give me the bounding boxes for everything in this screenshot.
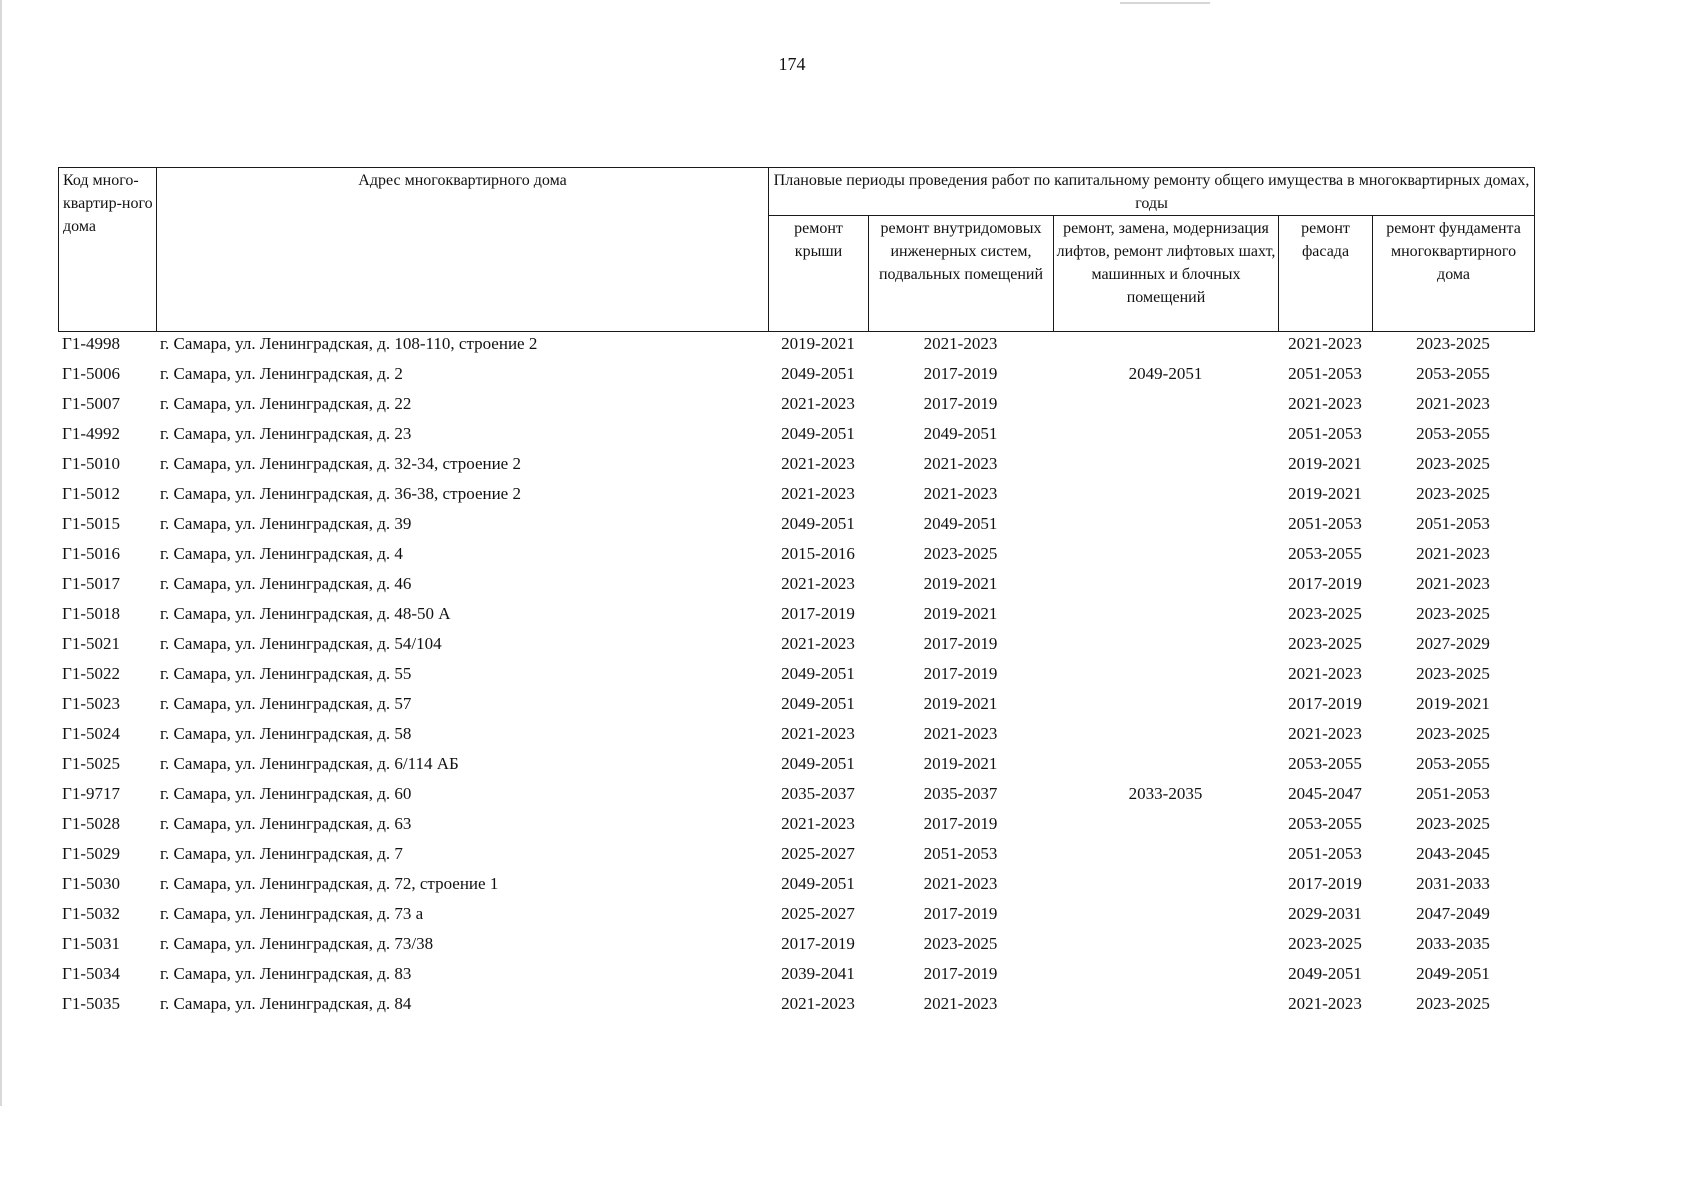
- table-row: [58, 569, 1534, 599]
- cell-foundation: 2023-2025: [1416, 334, 1490, 353]
- cell-elevators: [1053, 539, 1278, 569]
- cell-address: г. Самара, ул. Ленинградская, д. 46: [160, 574, 412, 593]
- cell-foundation: 2053-2055: [1416, 364, 1490, 383]
- cell-facade: 2053-2055: [1288, 814, 1362, 833]
- cell-facade: 2053-2055: [1288, 544, 1362, 563]
- cell-facade: 2021-2023: [1288, 334, 1362, 353]
- cell-facade: 2045-2047: [1288, 784, 1362, 803]
- cell-address: г. Самара, ул. Ленинградская, д. 23: [160, 424, 412, 443]
- cell-code: Г1-5032: [62, 904, 120, 923]
- cell-facade: 2023-2025: [1288, 934, 1362, 953]
- cell-code: Г1-5029: [62, 844, 120, 863]
- cell-engineering: 2021-2023: [923, 484, 998, 503]
- cell-code: Г1-5030: [62, 874, 120, 893]
- cell-elevators: 2049-2051: [1128, 364, 1203, 383]
- cell-code: Г1-9717: [62, 784, 120, 803]
- cell-elevators: [1053, 629, 1278, 659]
- cell-facade: 2021-2023: [1288, 394, 1362, 413]
- cell-address: г. Самара, ул. Ленинградская, д. 60: [160, 784, 412, 803]
- header-code: Код много-квартир-ного дома: [59, 168, 157, 332]
- cell-address: г. Самара, ул. Ленинградская, д. 7: [160, 844, 403, 863]
- cell-code: Г1-5012: [62, 484, 120, 503]
- cell-foundation: 2019-2021: [1416, 694, 1490, 713]
- cell-foundation: 2023-2025: [1416, 604, 1490, 623]
- table-row: [58, 899, 1534, 929]
- cell-foundation: 2053-2055: [1416, 424, 1490, 443]
- cell-code: Г1-5035: [62, 994, 120, 1013]
- cell-code: Г1-5022: [62, 664, 120, 683]
- cell-facade: 2017-2019: [1288, 574, 1362, 593]
- header-planned-periods: Плановые периоды проведения работ по капитальному ремонту общего имущества в многоквартирных домах, годы: [769, 168, 1535, 216]
- cell-roof: 2039-2041: [781, 964, 855, 983]
- cell-facade: 2019-2021: [1288, 484, 1362, 503]
- cell-roof: 2035-2037: [781, 784, 855, 803]
- cell-foundation: 2043-2045: [1416, 844, 1490, 863]
- table-row: [58, 869, 1534, 899]
- cell-roof: 2049-2051: [781, 874, 855, 893]
- cell-facade: 2017-2019: [1288, 694, 1362, 713]
- cell-address: г. Самара, ул. Ленинградская, д. 73/38: [160, 934, 434, 953]
- cell-roof: 2049-2051: [781, 694, 855, 713]
- cell-code: Г1-5034: [62, 964, 120, 983]
- cell-roof: 2019-2021: [781, 334, 855, 353]
- cell-code: Г1-5025: [62, 754, 120, 773]
- cell-engineering: 2017-2019: [923, 664, 998, 683]
- cell-address: г. Самара, ул. Ленинградская, д. 48-50 А: [160, 604, 451, 623]
- cell-engineering: 2017-2019: [923, 394, 998, 413]
- table-row: [58, 329, 1534, 359]
- cell-roof: 2049-2051: [781, 424, 855, 443]
- cell-foundation: 2023-2025: [1416, 664, 1490, 683]
- cell-elevators: [1053, 869, 1278, 899]
- scan-left-edge: [0, 0, 2, 1106]
- cell-engineering: 2021-2023: [923, 334, 998, 353]
- cell-elevators: 2033-2035: [1128, 784, 1203, 803]
- cell-address: г. Самара, ул. Ленинградская, д. 58: [160, 724, 412, 743]
- header-address: Адрес многоквартирного дома: [157, 168, 769, 332]
- cell-code: Г1-5016: [62, 544, 120, 563]
- cell-code: Г1-5010: [62, 454, 120, 473]
- cell-foundation: 2033-2035: [1416, 934, 1490, 953]
- cell-elevators: [1053, 389, 1278, 419]
- cell-facade: 2029-2031: [1288, 904, 1362, 923]
- cell-engineering: 2017-2019: [923, 904, 998, 923]
- cell-engineering: 2021-2023: [923, 994, 998, 1013]
- cell-address: г. Самара, ул. Ленинградская, д. 4: [160, 544, 403, 563]
- cell-roof: 2015-2016: [781, 544, 855, 563]
- data-table: [58, 329, 1534, 1019]
- cell-foundation: 2023-2025: [1416, 814, 1490, 833]
- table-row: [58, 599, 1534, 629]
- cell-engineering: 2023-2025: [923, 544, 998, 563]
- header-engineering: ремонт внутридомовых инженерных систем, подвальных помещений: [869, 216, 1054, 332]
- cell-address: г. Самара, ул. Ленинградская, д. 55: [160, 664, 412, 683]
- cell-elevators: [1053, 929, 1278, 959]
- header-elevators: ремонт, замена, модернизация лифтов, ремонт лифтовых шахт, машинных и блочных помещений: [1054, 216, 1279, 332]
- cell-code: Г1-5017: [62, 574, 120, 593]
- page-number: 174: [778, 54, 806, 74]
- table-row: [58, 959, 1534, 989]
- header-roof: ремонт крыши: [769, 216, 869, 332]
- cell-foundation: 2021-2023: [1416, 574, 1490, 593]
- table-row: [58, 449, 1534, 479]
- header-foundation: ремонт фундамента многоквартирного дома: [1373, 216, 1535, 332]
- scan-artifact: [1120, 2, 1210, 4]
- cell-foundation: 2021-2023: [1416, 544, 1490, 563]
- table-row: [58, 509, 1534, 539]
- cell-foundation: 2051-2053: [1416, 514, 1490, 533]
- cell-facade: 2021-2023: [1288, 664, 1362, 683]
- cell-elevators: [1053, 719, 1278, 749]
- cell-facade: 2051-2053: [1288, 844, 1362, 863]
- cell-elevators: [1053, 329, 1278, 359]
- cell-engineering: 2017-2019: [923, 634, 998, 653]
- cell-address: г. Самара, ул. Ленинградская, д. 39: [160, 514, 412, 533]
- cell-facade: 2049-2051: [1288, 964, 1362, 983]
- cell-roof: 2049-2051: [781, 754, 855, 773]
- cell-engineering: 2021-2023: [923, 874, 998, 893]
- table-row: [58, 389, 1534, 419]
- cell-roof: 2021-2023: [781, 814, 855, 833]
- cell-foundation: 2023-2025: [1416, 724, 1490, 743]
- cell-address: г. Самара, ул. Ленинградская, д. 73 а: [160, 904, 424, 923]
- cell-engineering: 2035-2037: [923, 784, 998, 803]
- table-row: [58, 359, 1534, 389]
- cell-engineering: 2019-2021: [923, 604, 998, 623]
- cell-facade: 2023-2025: [1288, 604, 1362, 623]
- cell-facade: 2051-2053: [1288, 514, 1362, 533]
- cell-elevators: [1053, 959, 1278, 989]
- cell-code: Г1-4992: [62, 424, 120, 443]
- cell-roof: 2049-2051: [781, 364, 855, 383]
- cell-roof: 2017-2019: [781, 604, 855, 623]
- cell-roof: 2025-2027: [781, 844, 855, 863]
- cell-address: г. Самара, ул. Ленинградская, д. 22: [160, 394, 412, 413]
- table-row: [58, 689, 1534, 719]
- cell-foundation: 2031-2033: [1416, 874, 1490, 893]
- cell-roof: 2025-2027: [781, 904, 855, 923]
- cell-engineering: 2017-2019: [923, 364, 998, 383]
- cell-engineering: 2049-2051: [923, 424, 998, 443]
- cell-engineering: 2019-2021: [923, 694, 998, 713]
- cell-engineering: 2021-2023: [923, 724, 998, 743]
- cell-engineering: 2017-2019: [923, 814, 998, 833]
- table-row: [58, 989, 1534, 1019]
- cell-roof: 2021-2023: [781, 574, 855, 593]
- table-body: [58, 329, 1534, 1019]
- cell-foundation: 2051-2053: [1416, 784, 1490, 803]
- cell-roof: 2021-2023: [781, 634, 855, 653]
- cell-facade: 2051-2053: [1288, 364, 1362, 383]
- cell-engineering: 2019-2021: [923, 754, 998, 773]
- header-facade: ремонт фасада: [1279, 216, 1373, 332]
- cell-address: г. Самара, ул. Ленинградская, д. 57: [160, 694, 412, 713]
- cell-roof: 2021-2023: [781, 394, 855, 413]
- cell-foundation: 2047-2049: [1416, 904, 1490, 923]
- cell-elevators: [1053, 599, 1278, 629]
- cell-foundation: 2021-2023: [1416, 394, 1490, 413]
- cell-address: г. Самара, ул. Ленинградская, д. 63: [160, 814, 412, 833]
- cell-code: Г1-5028: [62, 814, 120, 833]
- cell-elevators: [1053, 419, 1278, 449]
- cell-address: г. Самара, ул. Ленинградская, д. 72, строение 1: [160, 874, 499, 893]
- cell-facade: 2021-2023: [1288, 994, 1362, 1013]
- cell-code: Г1-5007: [62, 394, 120, 413]
- cell-code: Г1-5021: [62, 634, 120, 653]
- cell-foundation: 2023-2025: [1416, 994, 1490, 1013]
- table-row: [58, 839, 1534, 869]
- cell-address: г. Самара, ул. Ленинградская, д. 32-34, строение 2: [160, 454, 521, 473]
- table-row: [58, 749, 1534, 779]
- cell-address: г. Самара, ул. Ленинградская, д. 83: [160, 964, 412, 983]
- cell-roof: 2021-2023: [781, 454, 855, 473]
- cell-address: г. Самара, ул. Ленинградская, д. 2: [160, 364, 403, 383]
- cell-code: Г1-5024: [62, 724, 120, 743]
- cell-engineering: 2017-2019: [923, 964, 998, 983]
- cell-address: г. Самара, ул. Ленинградская, д. 36-38, строение 2: [160, 484, 521, 503]
- cell-elevators: [1053, 449, 1278, 479]
- cell-foundation: 2027-2029: [1416, 634, 1490, 653]
- cell-code: Г1-5031: [62, 934, 120, 953]
- cell-foundation: 2053-2055: [1416, 754, 1490, 773]
- cell-facade: 2019-2021: [1288, 454, 1362, 473]
- cell-elevators: [1053, 809, 1278, 839]
- table-header: [58, 167, 1535, 332]
- cell-code: Г1-5023: [62, 694, 120, 713]
- cell-roof: 2021-2023: [781, 724, 855, 743]
- cell-roof: 2049-2051: [781, 664, 855, 683]
- cell-facade: 2023-2025: [1288, 634, 1362, 653]
- cell-engineering: 2051-2053: [923, 844, 998, 863]
- cell-facade: 2053-2055: [1288, 754, 1362, 773]
- cell-elevators: [1053, 899, 1278, 929]
- cell-engineering: 2021-2023: [923, 454, 998, 473]
- cell-roof: 2017-2019: [781, 934, 855, 953]
- cell-elevators: [1053, 659, 1278, 689]
- cell-foundation: 2049-2051: [1416, 964, 1490, 983]
- cell-facade: 2051-2053: [1288, 424, 1362, 443]
- cell-elevators: [1053, 689, 1278, 719]
- table-row: [58, 419, 1534, 449]
- table-row: [58, 719, 1534, 749]
- table-row: [58, 929, 1534, 959]
- table-row: [58, 479, 1534, 509]
- cell-code: Г1-5006: [62, 364, 120, 383]
- table-row: [58, 659, 1534, 689]
- table-row: [58, 809, 1534, 839]
- cell-engineering: 2049-2051: [923, 514, 998, 533]
- cell-elevators: [1053, 479, 1278, 509]
- cell-roof: 2021-2023: [781, 484, 855, 503]
- cell-code: Г1-5015: [62, 514, 120, 533]
- cell-elevators: [1053, 509, 1278, 539]
- cell-roof: 2049-2051: [781, 514, 855, 533]
- cell-address: г. Самара, ул. Ленинградская, д. 108-110, строение 2: [160, 334, 538, 353]
- cell-elevators: [1053, 569, 1278, 599]
- cell-facade: 2021-2023: [1288, 724, 1362, 743]
- cell-code: Г1-5018: [62, 604, 120, 623]
- cell-code: Г1-4998: [62, 334, 120, 353]
- cell-elevators: [1053, 989, 1278, 1019]
- cell-address: г. Самара, ул. Ленинградская, д. 6/114 АБ: [160, 754, 459, 773]
- table-row: [58, 629, 1534, 659]
- table-row: [58, 539, 1534, 569]
- cell-elevators: [1053, 749, 1278, 779]
- table-row: [58, 779, 1534, 809]
- cell-address: г. Самара, ул. Ленинградская, д. 84: [160, 994, 412, 1013]
- cell-foundation: 2023-2025: [1416, 454, 1490, 473]
- cell-elevators: [1053, 839, 1278, 869]
- cell-foundation: 2023-2025: [1416, 484, 1490, 503]
- cell-address: г. Самара, ул. Ленинградская, д. 54/104: [160, 634, 442, 653]
- cell-engineering: 2023-2025: [923, 934, 998, 953]
- cell-facade: 2017-2019: [1288, 874, 1362, 893]
- cell-engineering: 2019-2021: [923, 574, 998, 593]
- cell-roof: 2021-2023: [781, 994, 855, 1013]
